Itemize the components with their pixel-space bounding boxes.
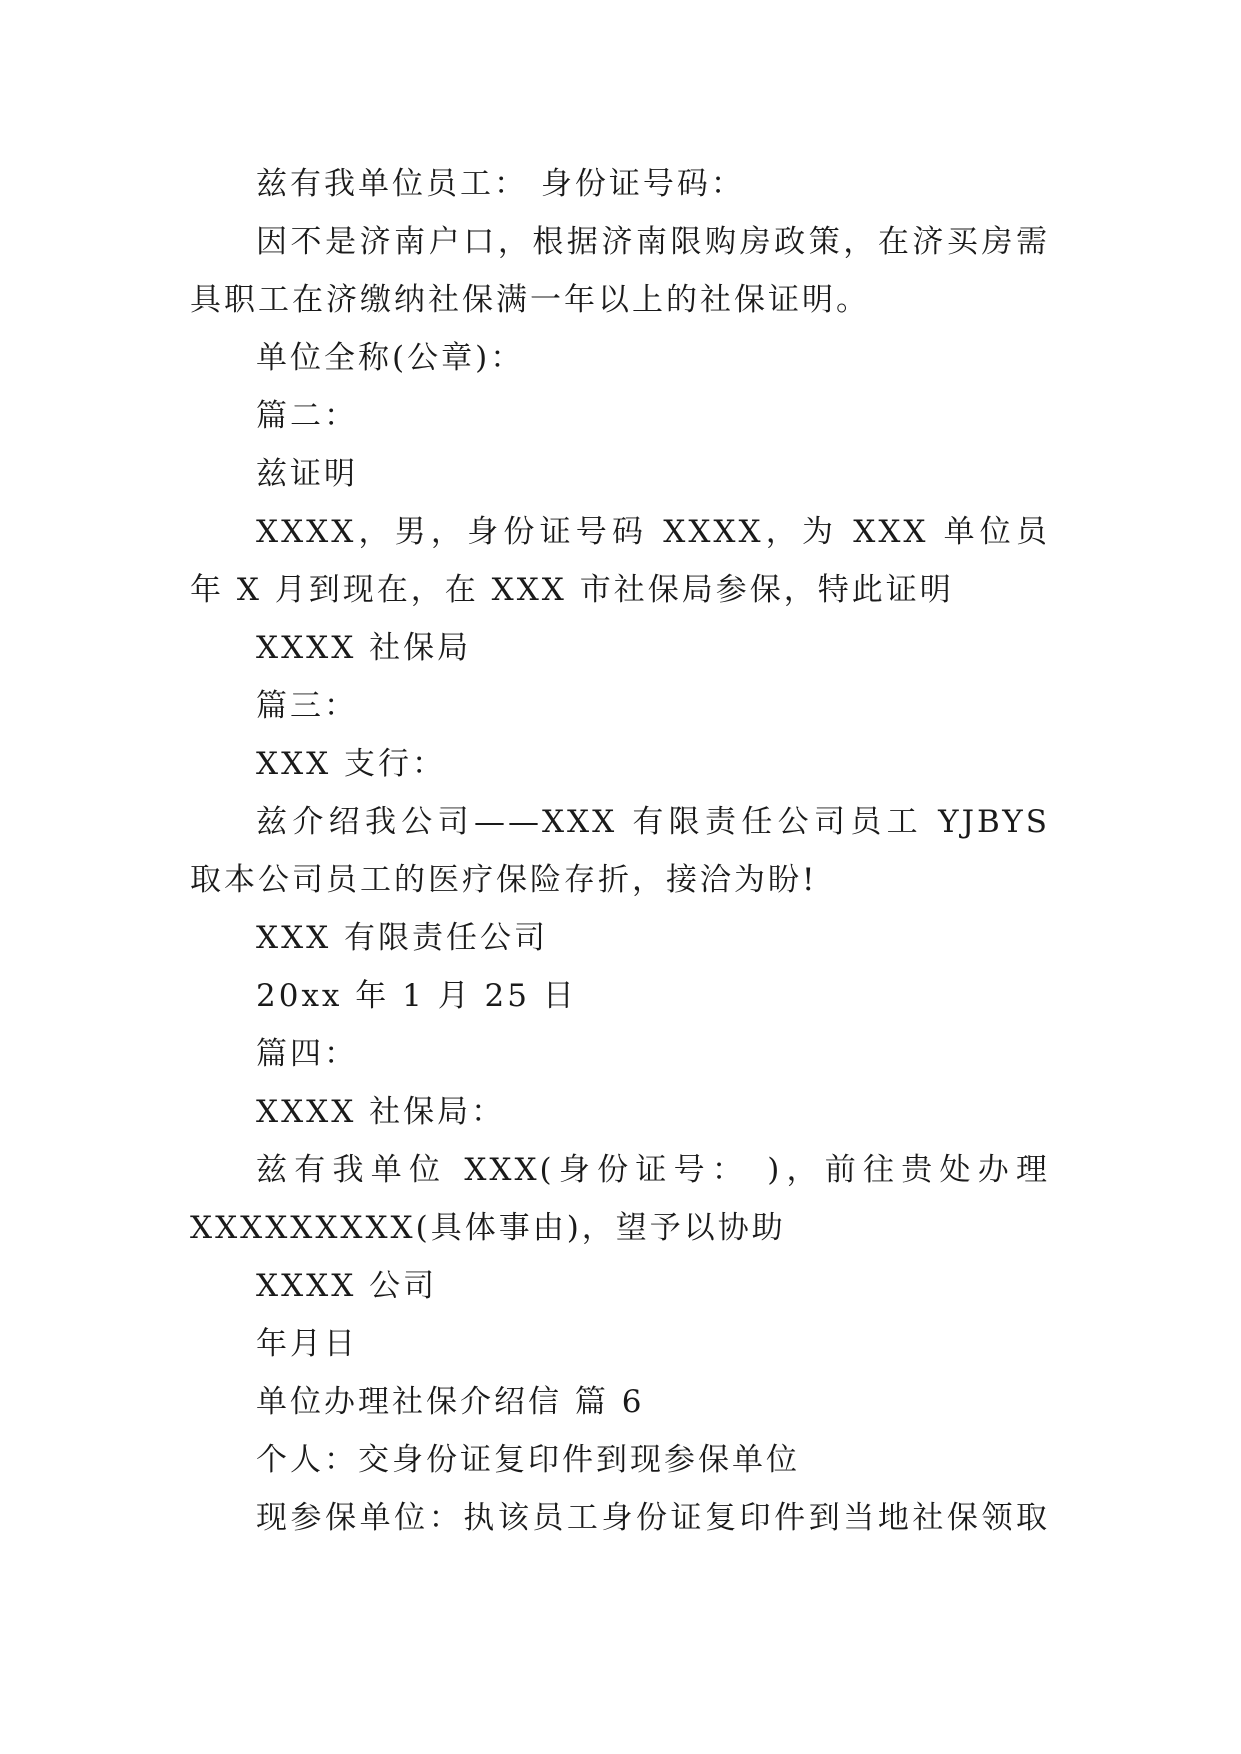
paragraph-line: XXXX，男，身份证号码 XXXX，为 XXX 单位员: [256, 514, 1050, 550]
paragraph-line: 兹有我单位员工： 身份证号码：: [256, 166, 745, 202]
paragraph-line: 现参保单位：执该员工身份证复印件到当地社保领取: [256, 1500, 1050, 1536]
section-heading: 篇二：: [256, 398, 358, 434]
paragraph-line: 因不是济南户口，根据济南限购房政策，在济买房需: [256, 224, 1050, 260]
document-body: [190, 155, 1050, 1547]
salutation-line: XXX 支行：: [256, 746, 447, 782]
section-heading: 篇四：: [256, 1036, 358, 1072]
signature-line: XXXX 公司: [256, 1268, 438, 1304]
section-heading: 篇三：: [256, 688, 358, 724]
paragraph-line: 兹介绍我公司——XXX 有限责任公司员工 YJBYS: [256, 804, 1050, 840]
paragraph-line: 取本公司员工的医疗保险存折，接洽为盼!: [190, 862, 818, 898]
paragraph-line: 年 X 月到现在，在 XXX 市社保局参保，特此证明: [190, 572, 954, 608]
paragraph-line: 兹证明: [256, 456, 358, 492]
salutation-line: XXXX 社保局：: [256, 1094, 506, 1130]
signature-line: XXX 有限责任公司: [256, 920, 549, 956]
paragraph-line: 个人：交身份证复印件到现参保单位: [256, 1442, 800, 1478]
date-line: 20xx 年 1 月 25 日: [256, 978, 577, 1014]
paragraph-line: XXXXXXXXX(具体事由)，望予以协助: [190, 1210, 786, 1246]
date-line: 年月日: [256, 1326, 358, 1362]
signature-line: XXXX 社保局: [256, 630, 472, 666]
paragraph-line: 单位全称(公章)：: [256, 340, 525, 376]
section-heading: 单位办理社保介绍信 篇 6: [256, 1384, 645, 1420]
paragraph-line: 具职工在济缴纳社保满一年以上的社保证明。: [190, 282, 870, 318]
paragraph-line: 兹有我单位 XXX(身份证号： )，前往贵处办理: [256, 1152, 1050, 1188]
